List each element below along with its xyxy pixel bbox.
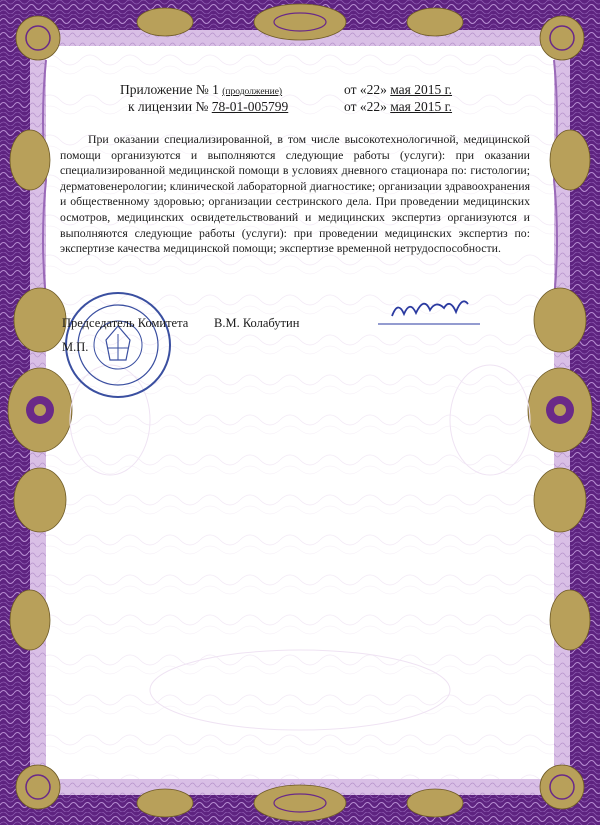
signatory-position: Председатель Комитета [62, 316, 189, 330]
license-number: 78-01-005799 [211, 99, 289, 114]
license-heading [128, 99, 288, 115]
license-date-month-year: мая 2015 г. [390, 99, 453, 114]
license-label: к лицензии № [128, 99, 209, 114]
appendix-date-day: от «22» [344, 82, 387, 97]
seal-mark: М.П. [62, 340, 89, 354]
services-paragraph: При оказании специализированной, в том числе высокотехнологичной, медицинской помощи организуются и выполняются следующие работы (услуги): при оказании специализированной медицинской помощи в условиях дневного стационара по: гистологии; дерматовенерологии; клинической лабораторной диагностике; организации здравоохранения и общественному здоровью; организации сестринского дела. При проведении медицинских осмотров, медицинских освидетельствований и медицинских экспертиз организуются и выполняются следующие работы (услуги): при проведении медицинских экспертиз по: экспертизе качества медицинской помощи; экспертизе временной нетрудоспособности. [60, 132, 530, 256]
appendix-heading [120, 82, 282, 98]
appendix-note: (продолжение) [222, 87, 283, 97]
license-date-day: от «22» [344, 99, 387, 114]
signatory-name: В.М. Колабутин [214, 316, 300, 330]
license-date [344, 99, 452, 115]
appendix-date-month-year: мая 2015 г. [390, 82, 453, 97]
appendix-date [344, 82, 452, 98]
appendix-label: Приложение № 1 [120, 82, 219, 97]
